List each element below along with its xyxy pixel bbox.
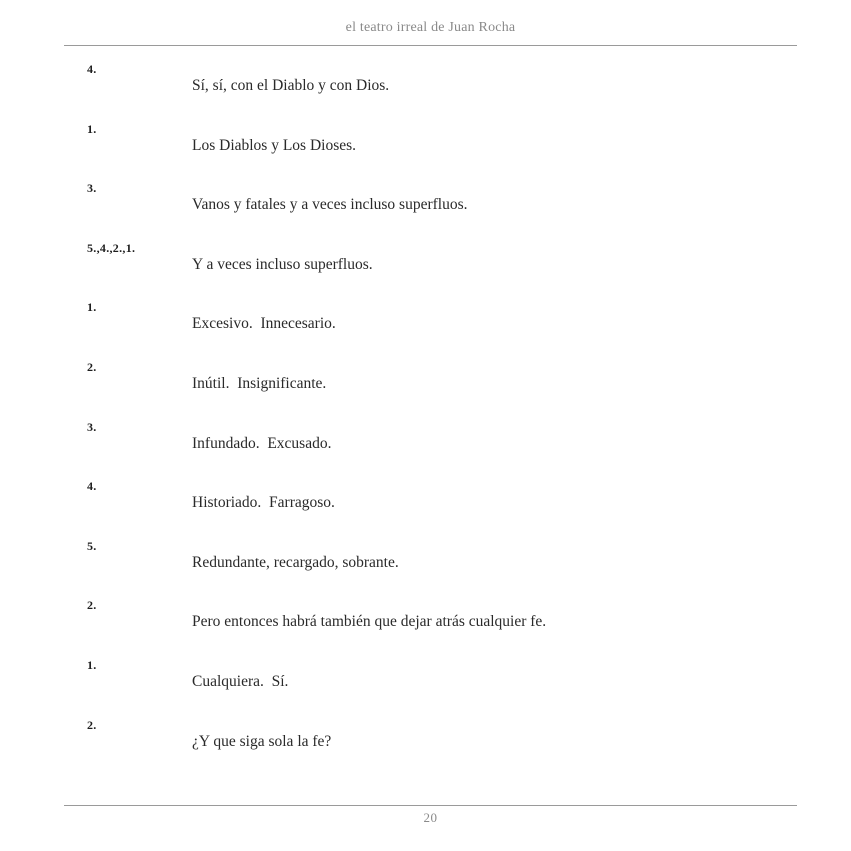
speaker-label: 1. [87, 121, 97, 136]
page-number: 20 [423, 810, 438, 825]
dialogue-turn [0, 656, 851, 716]
dialogue-turn [0, 418, 851, 478]
speaker-label: 1. [87, 300, 97, 315]
dialogue-line: Inútil. Insignificante. [192, 374, 327, 392]
dialogue-line: ¿Y que siga sola la fe? [192, 732, 332, 750]
dialogue-line: Redundante, recargado, sobrante. [192, 553, 399, 571]
dialogue-line: Los Diablos y Los Dioses. [192, 136, 357, 154]
speaker-label: 1. [87, 657, 97, 672]
dialogue-turn [0, 179, 851, 239]
speaker-label: 4. [87, 62, 97, 76]
dialogue-line: Cualquiera. Sí. [192, 672, 289, 690]
dialogue-line: Excesivo. Innecesario. [192, 315, 336, 333]
dialogue-line: Y a veces incluso superfluos. [192, 255, 373, 273]
dialogue-turn [0, 477, 851, 537]
speaker-label: 5.,4.,2.,1. [87, 240, 136, 255]
dialogue-line: Vanos y fatales y a veces incluso superfluos. [192, 196, 468, 214]
speaker-label: 4. [87, 479, 97, 494]
dialogue-line: Infundado. Excusado. [192, 434, 332, 452]
dialogue-line: Sí, sí, con el Diablo y con Dios. [192, 77, 390, 94]
dialogue-line: Pero entonces habrá también que dejar atrás cualquier fe. [192, 613, 547, 631]
dialogue-turn [0, 239, 851, 299]
dialogue [0, 60, 851, 775]
speaker-label: 3. [87, 181, 97, 196]
header-rule [64, 45, 797, 46]
running-header: el teatro irreal de Juan Rocha [345, 20, 516, 35]
dialogue-turn [0, 60, 851, 120]
speaker-label: 2. [87, 359, 97, 374]
dialogue-turn [0, 120, 851, 180]
speaker-label: 5. [87, 538, 97, 553]
dialogue-turn [0, 716, 851, 776]
speaker-label: 3. [87, 419, 97, 434]
footer-rule [64, 805, 797, 806]
dialogue-turn [0, 358, 851, 418]
speaker-label: 2. [87, 717, 97, 732]
dialogue-line: Historiado. Farragoso. [192, 494, 335, 512]
dialogue-turn [0, 596, 851, 656]
dialogue-turn [0, 537, 851, 597]
speaker-label: 2. [87, 598, 97, 613]
dialogue-turn [0, 298, 851, 358]
